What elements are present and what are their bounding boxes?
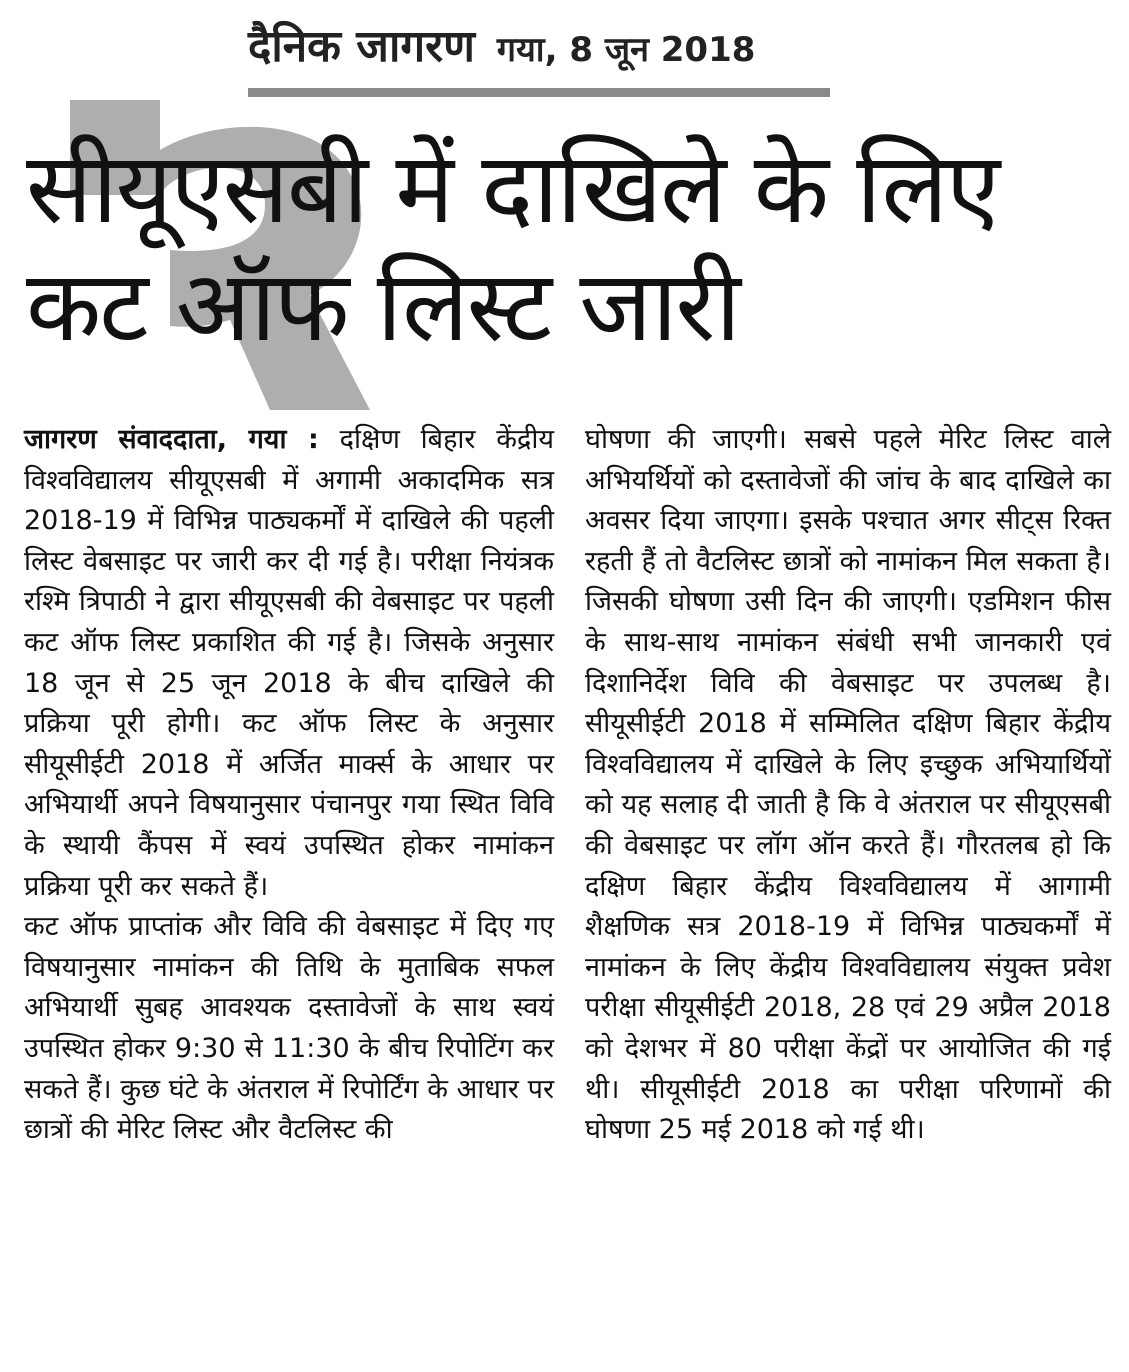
article-column-right — [585, 420, 1111, 1151]
article-paragraph: कट ऑफ प्राप्तांक और विवि की वेबसाइट में दिए गए विषयानुसार नामांकन की तिथि के मुताबिक सफल अभियार्थी सुबह आवश्यक दस्तावेजों के साथ स्वयं उपस्थित होकर 9:30 से 11:30 के बीच रिपोटिंग कर सकते हैं। कुछ घंटे के अंतराल में रिपोर्टिंग के आधार पर छात्रों की मेरिट लिस्ट और वैटलिस्ट की — [24, 911, 554, 1146]
newspaper-name: दैनिक जागरण — [248, 21, 475, 72]
paragraph-text: दक्षिण बिहार केंद्रीय विश्वविद्यालय सीयूएसबी में अगामी अकादमिक सत्र 2018-19 में विभिन्न पाठ्यकर्मों में दाखिले की पहली लिस्ट वेबसाइट पर जारी कर दी गई है। परीक्षा नियंत्रक रश्मि त्रिपाठी ने द्वारा सीयूएसबी की वेबसाइट पर पहली कट ऑफ लिस्ट प्रकाशित की गई है। जिसके अनुसार 18 जून से 25 जून 2018 के बीच दाखिले की प्रक्रिया पूरी होगी। कट ऑफ लिस्ट के अनुसार सीयूसीईटी 2018 में अर्जित मार्क्स के आधार पर अभियार्थी अपने विषयानुसार पंचानपुर गया स्थित विवि के स्थायी कैंपस में स्वयं उपस्थित होकर नामांकन प्रक्रिया पूरी कर सकते हैं। — [24, 424, 554, 902]
headline-line-1: सीयूएसबी में दाखिले के लिए — [26, 132, 999, 246]
dateline: जागरण संवाददाता, गया : — [24, 424, 319, 455]
headline-line-2: कट ऑफ लिस्ट जारी — [26, 250, 739, 364]
edition-date: गया, 8 जून 2018 — [496, 30, 756, 70]
article-paragraph: घोषणा की जाएगी। सबसे पहले मेरिट लिस्ट वाले अभियर्थियों को दस्तावेजों की जांच के बाद दाखिले का अवसर दिया जाएगा। इसके पश्चात अगर सीट्स रिक्त रहती हैं तो वैटलिस्ट छात्रों को नामांकन मिल सकता है। जिसकी घोषणा उसी दिन की जाएगी। एडमिशन फीस के साथ-साथ नामांकन संबंधी सभी जानकारी एवं दिशानिर्देश विवि की वेबसाइट पर उपलब्ध है। सीयूसीईटी 2018 में सम्मिलित दक्षिण बिहार केंद्रीय विश्वविद्यालय में दाखिले के लिए इच्छुक अभियार्थियों को यह सलाह दी जाती है कि वे अंतराल पर सीयूएसबी की वेबसाइट पर लॉग ऑन करते हैं। गौरतलब हो कि दक्षिण बिहार केंद्रीय विश्वविद्यालय में आगामी शैक्षणिक सत्र 2018-19 में विभिन्न पाठ्यकर्मों में नामांकन के लिए केंद्रीय विश्वविद्यालय संयुक्त प्रवेश परीक्षा सीयूसीईटी 2018, 28 एवं 29 अप्रैल 2018 को देशभर में 80 परीक्षा केंद्रों पर आयोजित की गई थी। सीयूसीईटी 2018 का परीक्षा परिणामों की घोषणा 25 मई 2018 को गई थी। — [585, 424, 1112, 1146]
headline — [26, 130, 1106, 366]
masthead-text — [248, 14, 828, 78]
article-paragraph — [24, 420, 554, 907]
article-column-left — [24, 420, 554, 1151]
